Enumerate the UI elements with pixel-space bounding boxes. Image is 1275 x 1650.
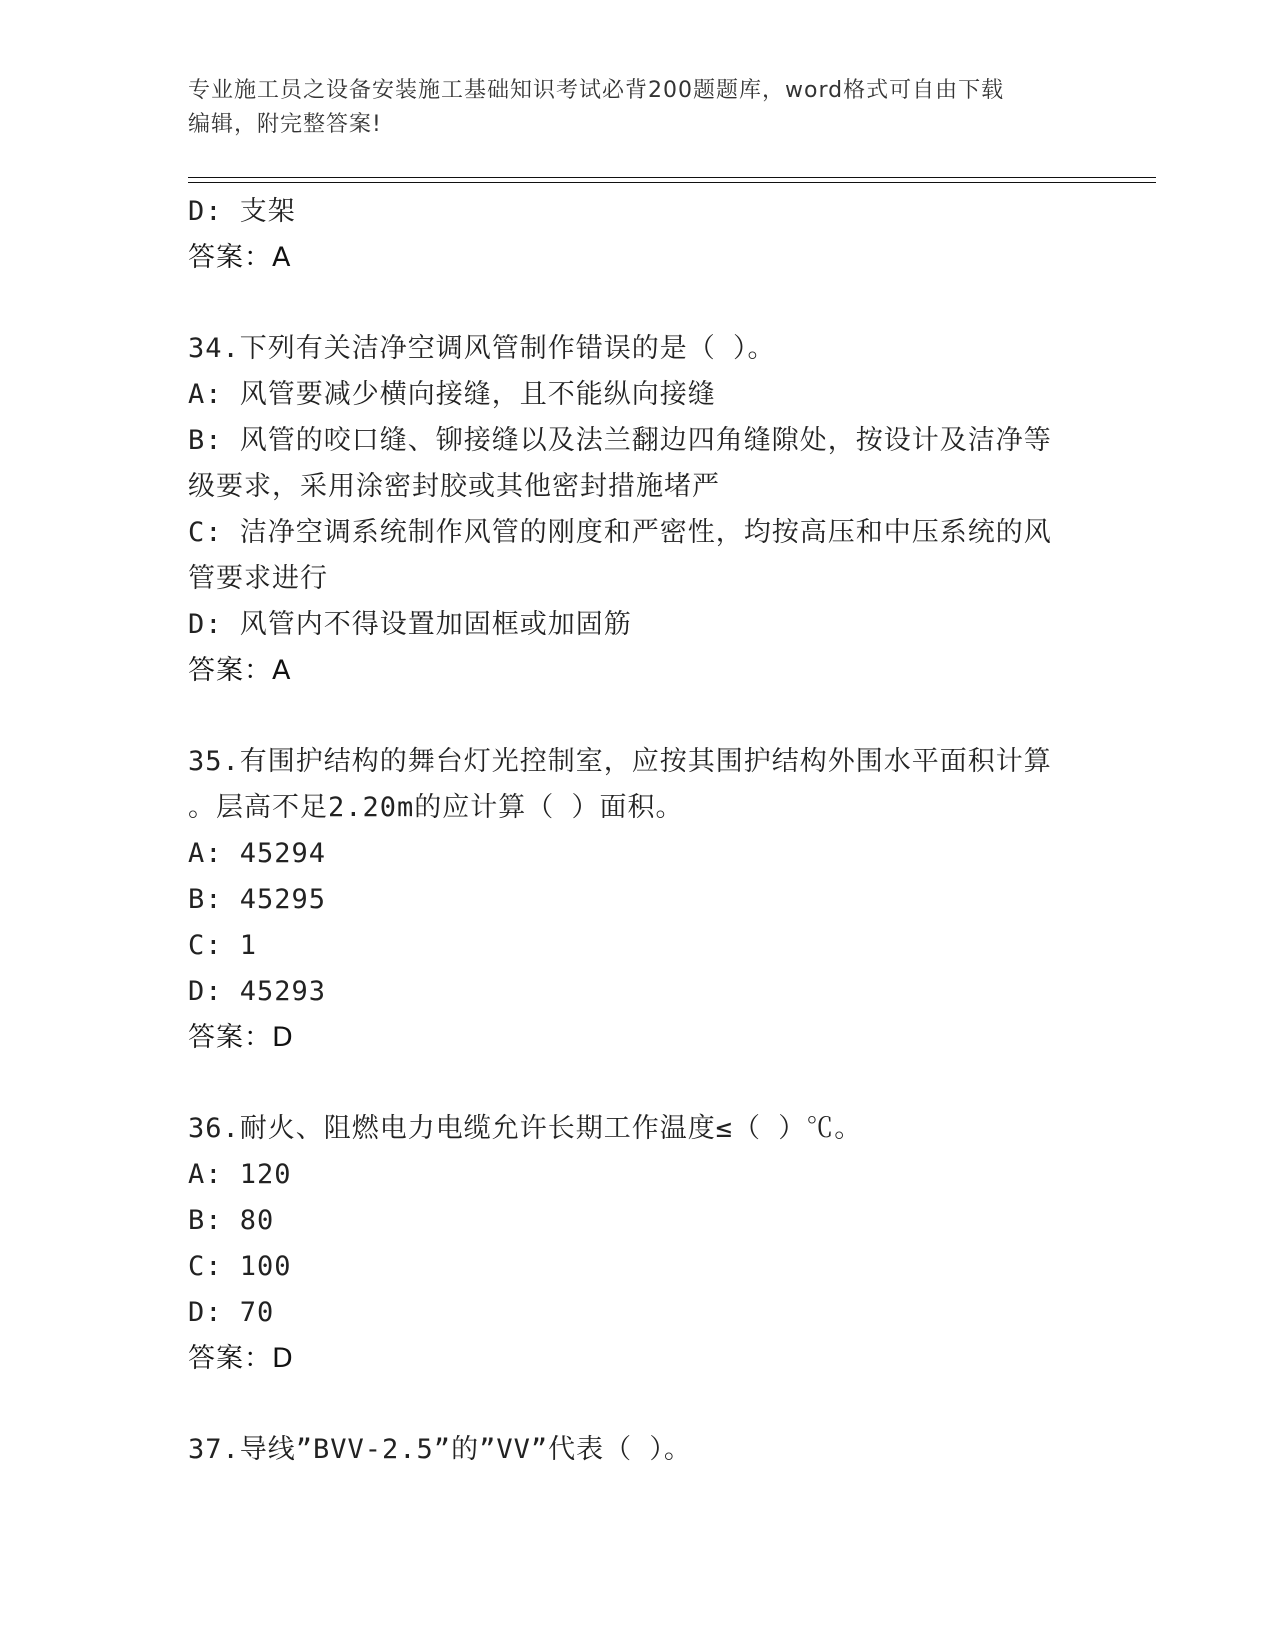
option-c-line-2: 管要求进行	[188, 563, 328, 594]
option-c: C: 1	[188, 930, 258, 961]
option-b: B: 80	[188, 1205, 275, 1236]
question-text: 37.导线”BVV-2.5”的”VV”代表（ ）。	[188, 1434, 692, 1465]
answer-line: 答案：A	[188, 242, 292, 273]
option-a: A: 风管要减少横向接缝，且不能纵向接缝	[188, 379, 716, 410]
header-divider-bottom	[188, 182, 1156, 183]
option-d: D: 45293	[188, 976, 327, 1007]
question-text-line-2: 。层高不足2.20m的应计算（ ）面积。	[188, 792, 684, 823]
header-title-line-1: 专业施工员之设备安装施工基础知识考试必背200题题库，word格式可自由下载	[188, 78, 1005, 103]
option-c: C: 100	[188, 1251, 292, 1282]
question-block-34	[188, 326, 1088, 694]
question-text: 36.耐火、阻燃电力电缆允许长期工作温度≤（ ）℃。	[188, 1113, 863, 1144]
question-text: 34.下列有关洁净空调风管制作错误的是（ ）。	[188, 333, 776, 364]
option-b: B: 45295	[188, 884, 327, 915]
header-title-line-2: 编辑，附完整答案!	[188, 112, 382, 137]
option-a: A: 120	[188, 1159, 292, 1190]
question-block-prev	[188, 189, 1088, 281]
question-list	[188, 189, 1088, 1473]
option-d: D: 支架	[188, 196, 296, 227]
option-d: D: 风管内不得设置加固框或加固筋	[188, 609, 632, 640]
option-d: D: 70	[188, 1297, 275, 1328]
question-block-37	[188, 1427, 1088, 1473]
question-text-line-1: 35.有围护结构的舞台灯光控制室，应按其围护结构外围水平面积计算	[188, 746, 1052, 777]
option-b-line-1: B: 风管的咬口缝、铆接缝以及法兰翻边四角缝隙处，按设计及洁净等	[188, 425, 1052, 456]
question-block-35	[188, 739, 1088, 1061]
header-divider-top	[188, 177, 1156, 178]
answer-line: 答案：A	[188, 655, 292, 686]
option-a: A: 45294	[188, 838, 327, 869]
option-c-line-1: C: 洁净空调系统制作风管的刚度和严密性，均按高压和中压系统的风	[188, 517, 1052, 548]
question-block-36	[188, 1106, 1088, 1382]
option-b-line-2: 级要求，采用涂密封胶或其他密封措施堵严	[188, 471, 720, 502]
answer-line: 答案：D	[188, 1343, 294, 1374]
document-header	[188, 74, 1088, 142]
answer-line: 答案：D	[188, 1022, 294, 1053]
